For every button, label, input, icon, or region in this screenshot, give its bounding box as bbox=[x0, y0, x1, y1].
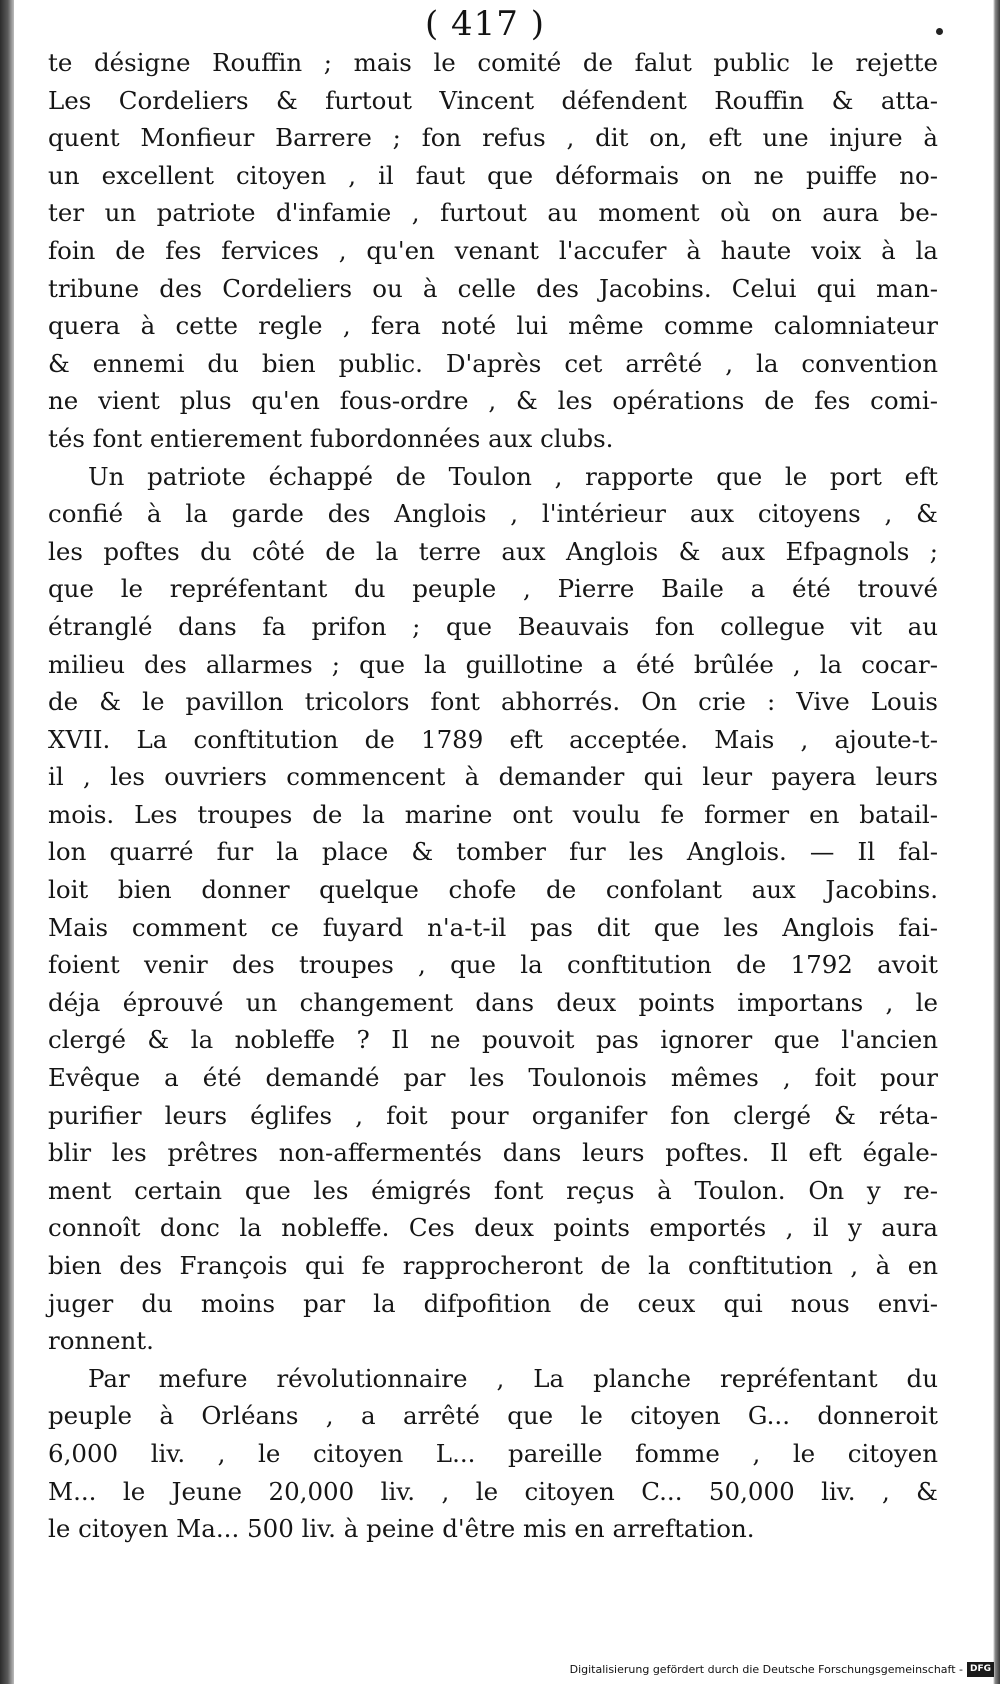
text-line: ronnent. bbox=[48, 1326, 154, 1356]
dfg-logo: DFG bbox=[967, 1662, 994, 1677]
text-line: milieu des allarmes ; que la guillotine a été brûlée , la cocar- bbox=[48, 649, 938, 679]
text-line: confié à la garde des Anglois , l'intérieur aux citoyens , & bbox=[48, 499, 938, 529]
text-line: étranglé dans fa prifon ; que Beauvais fon collegue vit au bbox=[48, 611, 938, 641]
text-line: XVII. La conftitution de 1789 eft acceptée. Mais , ajoute-t- bbox=[48, 724, 938, 754]
text-line: mois. Les troupes de la marine ont voulu fe former en batail- bbox=[48, 799, 938, 829]
text-line: que le repréfentant du peuple , Pierre Baile a été trouvé bbox=[48, 574, 938, 604]
text-line: clergé & la nobleffe ? Il ne pouvoit pas ignorer que l'ancien bbox=[48, 1025, 938, 1055]
text-line: blir les prêtres non-affermentés dans leurs poftes. Il eft égale- bbox=[48, 1138, 938, 1168]
text-line: quera à cette regle , fera noté lui même comme calomniateur bbox=[48, 311, 938, 341]
page-edge-right bbox=[993, 0, 1000, 1684]
text-line: foient venir des troupes , que la conftitution de 1792 avoit bbox=[48, 950, 938, 980]
text-line: un excellent citoyen , il faut que déformais on ne puiffe no- bbox=[48, 160, 938, 190]
text-line: quent Monfieur Barrere ; fon refus , dit on, eft une injure à bbox=[48, 123, 938, 153]
text-line: Mais comment ce fuyard n'a-t-il pas dit que les Anglois fai- bbox=[48, 912, 938, 942]
text-line: te désigne Rouffin ; mais le comité de falut public le rejette bbox=[48, 48, 938, 77]
paragraph-3 bbox=[48, 1360, 938, 1548]
text-line: lon quarré fur la place & tomber fur les Anglois. — Il fal- bbox=[48, 837, 938, 867]
text-line: juger du moins par la difpofition de ceux qui nous envi- bbox=[48, 1288, 938, 1318]
text-line: ment certain que les émigrés font reçus à Toulon. On y re- bbox=[48, 1175, 938, 1205]
text-line: bien des François qui fe rapprocheront de la conftitution , à en bbox=[48, 1251, 938, 1280]
text-line: M... le Jeune 20,000 liv. , le citoyen C... 50,000 liv. , & bbox=[48, 1476, 938, 1506]
text-line: purifier leurs églifes , foit pour organifer fon clergé & réta- bbox=[48, 1100, 938, 1130]
text-line: le citoyen Ma... 500 liv. à peine d'être mis en arreftation. bbox=[48, 1514, 755, 1544]
footer-credit-text: Digitalisierung gefördert durch die Deutsche Forschungsgemeinschaft - bbox=[569, 1662, 963, 1676]
digitization-footer bbox=[570, 1660, 994, 1678]
paragraph-1 bbox=[48, 44, 938, 458]
page-number: ( 417 ) bbox=[424, 4, 546, 44]
text-line: peuple à Orléans , a arrêté que le citoyen G... donneroit bbox=[48, 1401, 938, 1431]
text-line: ne vient plus qu'en fous-ordre , & les opérations de fes comi- bbox=[48, 386, 938, 416]
text-line: Par mefure révolutionnaire , La planche repréfentant du bbox=[88, 1363, 938, 1393]
text-line: les poftes du côté de la terre aux Anglois & aux Efpagnols ; bbox=[48, 536, 938, 566]
text-line: déja éprouvé un changement dans deux points importans , le bbox=[48, 987, 938, 1017]
text-line: Evêque a été demandé par les Toulonois mêmes , foit pour bbox=[48, 1063, 938, 1093]
paragraph-2 bbox=[48, 458, 938, 1360]
text-line: tés font entierement fubordonnées aux clubs. bbox=[48, 423, 614, 453]
text-line: de & le pavillon tricolors font abhorrés. On crie : Vive Louis bbox=[48, 687, 938, 717]
text-line: & ennemi du bien public. D'après cet arrêté , la convention bbox=[48, 348, 938, 378]
text-line: 6,000 liv. , le citoyen L... pareille fomme , le citoyen bbox=[48, 1438, 938, 1468]
body-text bbox=[48, 44, 938, 1548]
text-line: ter un patriote d'infamie , furtout au moment où on aura be- bbox=[48, 198, 938, 228]
text-line: loit bien donner quelque chofe de confolant aux Jacobins. bbox=[48, 875, 938, 905]
text-line: Un patriote échappé de Toulon , rapporte que le port eft bbox=[88, 461, 938, 491]
text-line: foin de fes fervices , qu'en venant l'accufer à haute voix à la bbox=[48, 235, 938, 265]
text-line: Les Cordeliers & furtout Vincent défendent Rouffin & atta- bbox=[48, 85, 938, 115]
text-line: tribune des Cordeliers ou à celle des Jacobins. Celui qui man- bbox=[48, 273, 938, 303]
text-line: il , les ouvriers commencent à demander qui leur payera leurs bbox=[48, 762, 938, 792]
binding-shadow-left bbox=[0, 0, 14, 1684]
text-line: connoît donc la nobleffe. Ces deux points emportés , il y aura bbox=[48, 1213, 938, 1243]
ink-spot bbox=[936, 28, 943, 35]
